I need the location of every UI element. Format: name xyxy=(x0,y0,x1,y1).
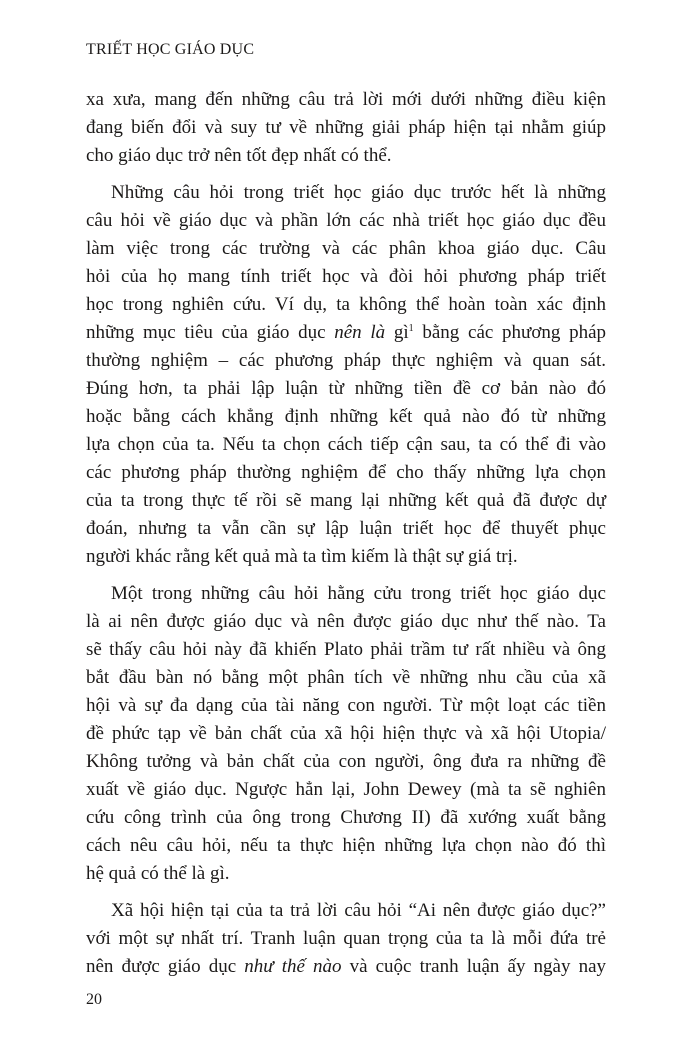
text-segment: đề phức tạp về bản chất của xã hội hiện thực và xã hội Utopia/ xyxy=(86,723,606,744)
text-line xyxy=(86,375,606,403)
text-segment: xa xưa, mang đến những câu trả lời mới dưới những điều kiện xyxy=(86,89,606,110)
text-segment: Xã hội hiện tại của ta trả lời câu hỏi “Ai nên được giáo dục?” xyxy=(111,900,606,921)
text-line xyxy=(86,720,606,748)
text-line xyxy=(86,142,606,170)
text-segment: học trong nghiên cứu. Ví dụ, ta không thể hoàn toàn xác định xyxy=(86,294,606,315)
text-line xyxy=(86,748,606,776)
text-line xyxy=(86,319,606,347)
text-segment: cứu công trình của ông trong Chương II) đã xướng xuất bằng xyxy=(86,807,606,828)
text-segment: cách nêu câu hỏi, nếu ta thực hiện những lựa chọn nào đó thì xyxy=(86,835,606,856)
text-line xyxy=(86,608,606,636)
text-segment: hệ quả có thể là gì. xyxy=(86,863,230,884)
text-segment: gì xyxy=(385,322,409,343)
text-segment: cho giáo dục trở nên tốt đẹp nhất có thể. xyxy=(86,145,392,166)
text-segment: hoặc bằng cách khẳng định những kết quả nào đó từ những xyxy=(86,406,606,427)
text-segment: xuất về giáo dục. Ngược hẳn lại, John Dewey (mà ta sẽ nghiên xyxy=(86,779,606,800)
text-line xyxy=(86,860,606,888)
text-line xyxy=(86,179,606,207)
text-segment: là ai nên được giáo dục và nên được giáo dục như thế nào. Ta xyxy=(86,611,606,632)
text-line xyxy=(86,347,606,375)
text-line xyxy=(86,776,606,804)
running-header: TRIẾT HỌC GIÁO DỤC xyxy=(86,41,255,58)
text-line xyxy=(86,636,606,664)
text-segment: câu hỏi về giáo dục và phần lớn các nhà triết học giáo dục đều xyxy=(86,210,606,231)
text-segment: Đúng hơn, ta phải lập luận từ những tiền đề cơ bản nào đó xyxy=(86,378,606,399)
text-line xyxy=(86,207,606,235)
text-segment: làm việc trong các trường và các phân khoa giáo dục. Câu xyxy=(86,238,606,259)
text-line xyxy=(86,692,606,720)
text-segment: hội và sự đa dạng của tài năng con người. Từ một loạt các tiền xyxy=(86,695,606,716)
paragraph xyxy=(86,179,606,571)
text-line xyxy=(86,925,606,953)
text-line xyxy=(86,664,606,692)
text-segment: với một sự nhất trí. Tranh luận quan trọng của ta là mỗi đứa trẻ xyxy=(86,928,606,949)
italic-text: như thế nào xyxy=(244,956,342,977)
text-line xyxy=(86,431,606,459)
footnote-marker: 1 xyxy=(408,323,414,334)
text-line xyxy=(86,804,606,832)
paragraph xyxy=(86,86,606,170)
text-segment: bắt đầu bàn nó bằng một phân tích về những nhu cầu của xã xyxy=(86,667,606,688)
text-segment: và cuộc tranh luận ấy ngày nay xyxy=(341,956,606,977)
text-line xyxy=(86,291,606,319)
text-line xyxy=(86,487,606,515)
text-line xyxy=(86,403,606,431)
paragraph xyxy=(86,897,606,981)
text-line xyxy=(86,459,606,487)
text-segment: Những câu hỏi trong triết học giáo dục trước hết là những xyxy=(111,182,606,203)
paragraph xyxy=(86,580,606,888)
text-segment: Một trong những câu hỏi hằng cửu trong triết học giáo dục xyxy=(111,583,606,604)
text-segment: đang biến đổi và suy tư về những giải pháp hiện tại nhằm giúp xyxy=(86,117,606,138)
text-segment: các phương pháp thường nghiệm để cho thấy những lựa chọn xyxy=(86,462,606,483)
text-segment: thường nghiệm – các phương pháp thực nghiệm và quan sát. xyxy=(86,350,606,371)
page-body xyxy=(86,86,606,981)
text-segment: đoán, nhưng ta vẫn cần sự lập luận triết học để thuyết phục xyxy=(86,518,606,539)
text-line xyxy=(86,897,606,925)
text-segment: bằng các phương pháp xyxy=(413,322,607,343)
text-line xyxy=(86,515,606,543)
text-segment: những mục tiêu của giáo dục xyxy=(86,322,335,343)
text-line xyxy=(86,580,606,608)
text-segment: người khác rằng kết quả mà ta tìm kiếm là thật sự giá trị. xyxy=(86,546,518,567)
text-segment: của ta trong thực tế rồi sẽ mang lại những kết quả đã được dự xyxy=(86,490,606,511)
text-line xyxy=(86,114,606,142)
text-line xyxy=(86,953,606,981)
page-number: 20 xyxy=(86,991,102,1008)
text-segment: hỏi của họ mang tính triết học và đòi hỏi phương pháp triết xyxy=(86,266,606,287)
text-line xyxy=(86,235,606,263)
text-line xyxy=(86,263,606,291)
text-segment: lựa chọn của ta. Nếu ta chọn cách tiếp cận sau, ta có thể đi vào xyxy=(86,434,606,455)
text-segment: nên được giáo dục xyxy=(86,956,245,977)
text-line xyxy=(86,86,606,114)
text-segment: sẽ thấy câu hỏi này đã khiến Plato phải trầm tư rất nhiều và ông xyxy=(86,639,606,660)
text-segment: Không tưởng và bản chất của con người, ông đưa ra những đề xyxy=(86,751,606,772)
text-line xyxy=(86,832,606,860)
text-line xyxy=(86,543,606,571)
italic-text: nên là xyxy=(334,322,386,343)
